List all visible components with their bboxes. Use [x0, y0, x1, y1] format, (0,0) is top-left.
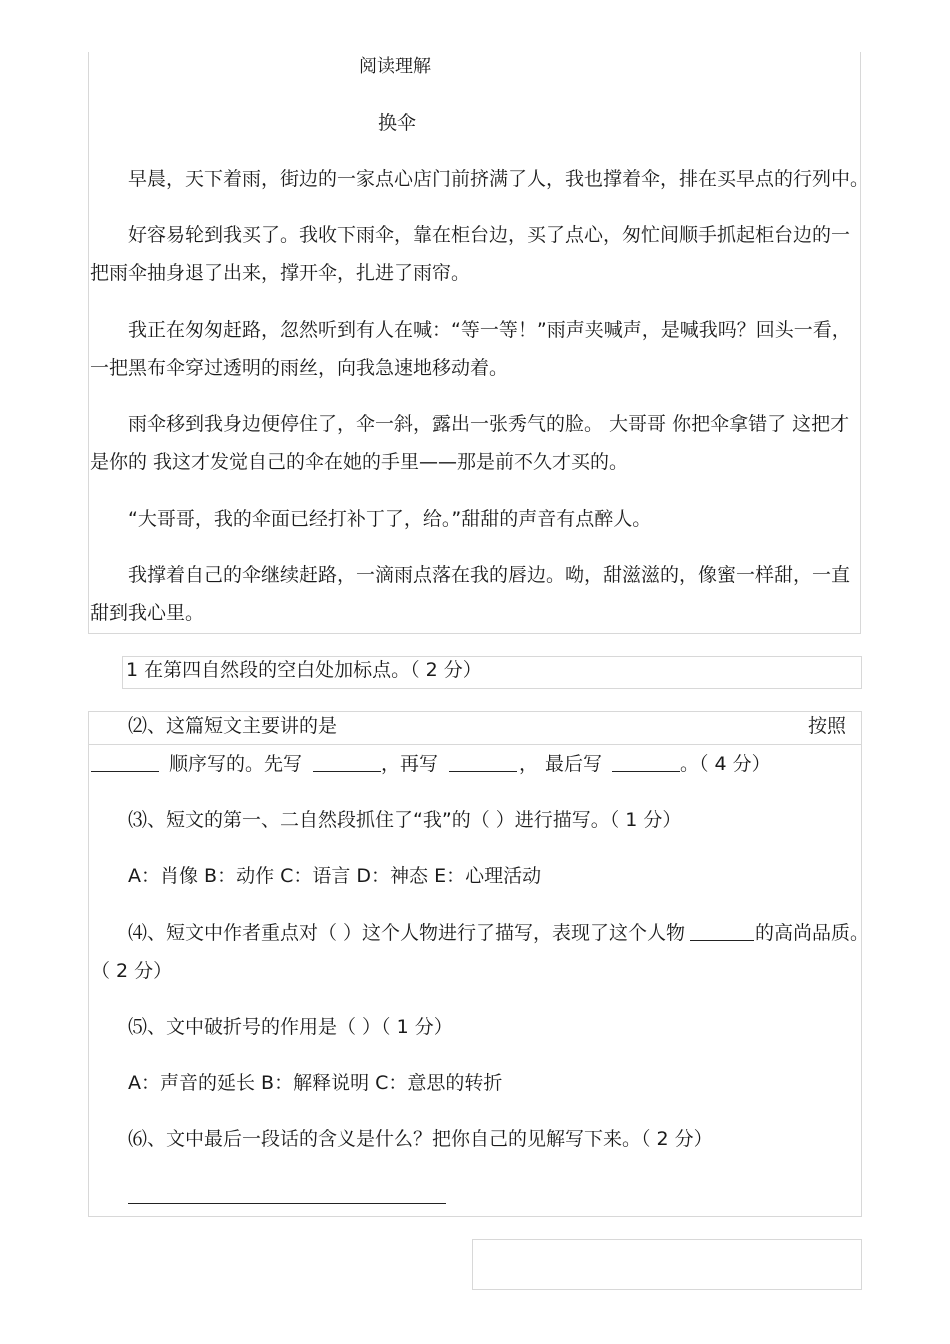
answer-line-question-6[interactable] — [128, 1203, 446, 1204]
question-2-then-text: ，再写 — [381, 753, 439, 775]
footer-box — [472, 1239, 862, 1290]
paragraph-2-line-1: 好容易轮到我买了。我收下雨伞，靠在柜台边，买了点心，匆忙间顺手抓起柜台边的一 — [128, 224, 851, 246]
reading-heading: 阅读理解 — [359, 56, 431, 77]
question-6: ⑹、文中最后一段话的含义是什么？把你自己的见解写下来。（ 2 分） — [128, 1128, 713, 1150]
paragraph-6-line-2: 甜到我心里。 — [90, 602, 205, 624]
paragraph-3-line-1: 我正在匆匆赶路，忽然听到有人在喊：“等一等！”雨声夹喊声，是喊我吗？回头一看， — [128, 319, 851, 341]
question-4-prompt: ⑷、短文中作者重点对（ ）这个人物进行了描写，表现了这个人物 — [128, 922, 686, 944]
paragraph-5-line-1: “大哥哥，我的伞面已经打补丁了，给。”甜甜的声音有点醉人。 — [128, 508, 652, 530]
question-2-divider — [88, 744, 862, 745]
answer-blank-order[interactable] — [91, 771, 159, 772]
paragraph-1-line-1: 早晨，天下着雨，街边的一家点心店门前挤满了人，我也撑着伞，排在买早点的行列中。 — [128, 168, 870, 190]
right-margin-rule — [860, 52, 861, 634]
question-4-points: （ 2 分） — [91, 960, 173, 982]
paragraph-2-line-2: 把雨伞抽身退了出来，撑开伞，扎进了雨帘。 — [90, 262, 471, 284]
question-1: 1 在第四自然段的空白处加标点。（ 2 分） — [126, 659, 482, 681]
question-2-prompt: ⑵、这篇短文主要讲的是 — [128, 715, 338, 737]
paragraph-4-line-2: 是你的 我这才发觉自己的伞在她的手里——那是前不久才买的。 — [90, 451, 629, 473]
story-title: 换伞 — [378, 112, 417, 134]
question-2-comma: ， — [519, 753, 539, 775]
question-3-options: A：肖像 B：动作 C：语言 D：神态 E：心理活动 — [128, 865, 542, 887]
passage-bottom-rule — [88, 633, 861, 634]
question-2-according-to: 按照 — [808, 715, 847, 737]
paragraph-3-line-2: 一把黑布伞穿过透明的雨丝，向我急速地移动着。 — [90, 357, 509, 379]
paragraph-6-line-1: 我撑着自己的伞继续赶路，一滴雨点落在我的唇边。呦，甜滋滋的，像蜜一样甜，一直 — [128, 564, 851, 586]
answer-blank-last[interactable] — [612, 771, 680, 772]
answer-blank-second[interactable] — [449, 771, 517, 772]
question-2-finally-text: 最后写 — [545, 753, 603, 775]
question-2-order-text: 顺序写的。先写 — [169, 753, 303, 775]
answer-blank-quality[interactable] — [690, 940, 754, 941]
question-3: ⑶、短文的第一、二自然段抓住了“我”的（ ）进行描写。（ 1 分） — [128, 809, 682, 831]
question-4-quality-text: 的高尚品质。 — [755, 922, 870, 944]
left-margin-rule — [88, 52, 89, 634]
question-2-points: 。（ 4 分） — [680, 753, 771, 775]
question-5: ⑸、文中破折号的作用是（ ）（ 1 分） — [128, 1016, 453, 1038]
question-5-options: A：声音的延长 B：解释说明 C：意思的转折 — [128, 1072, 503, 1094]
paragraph-4-line-1: 雨伞移到我身边便停住了，伞一斜，露出一张秀气的脸。 大哥哥 你把伞拿错了 这把才 — [128, 413, 850, 435]
answer-blank-first[interactable] — [313, 771, 381, 772]
